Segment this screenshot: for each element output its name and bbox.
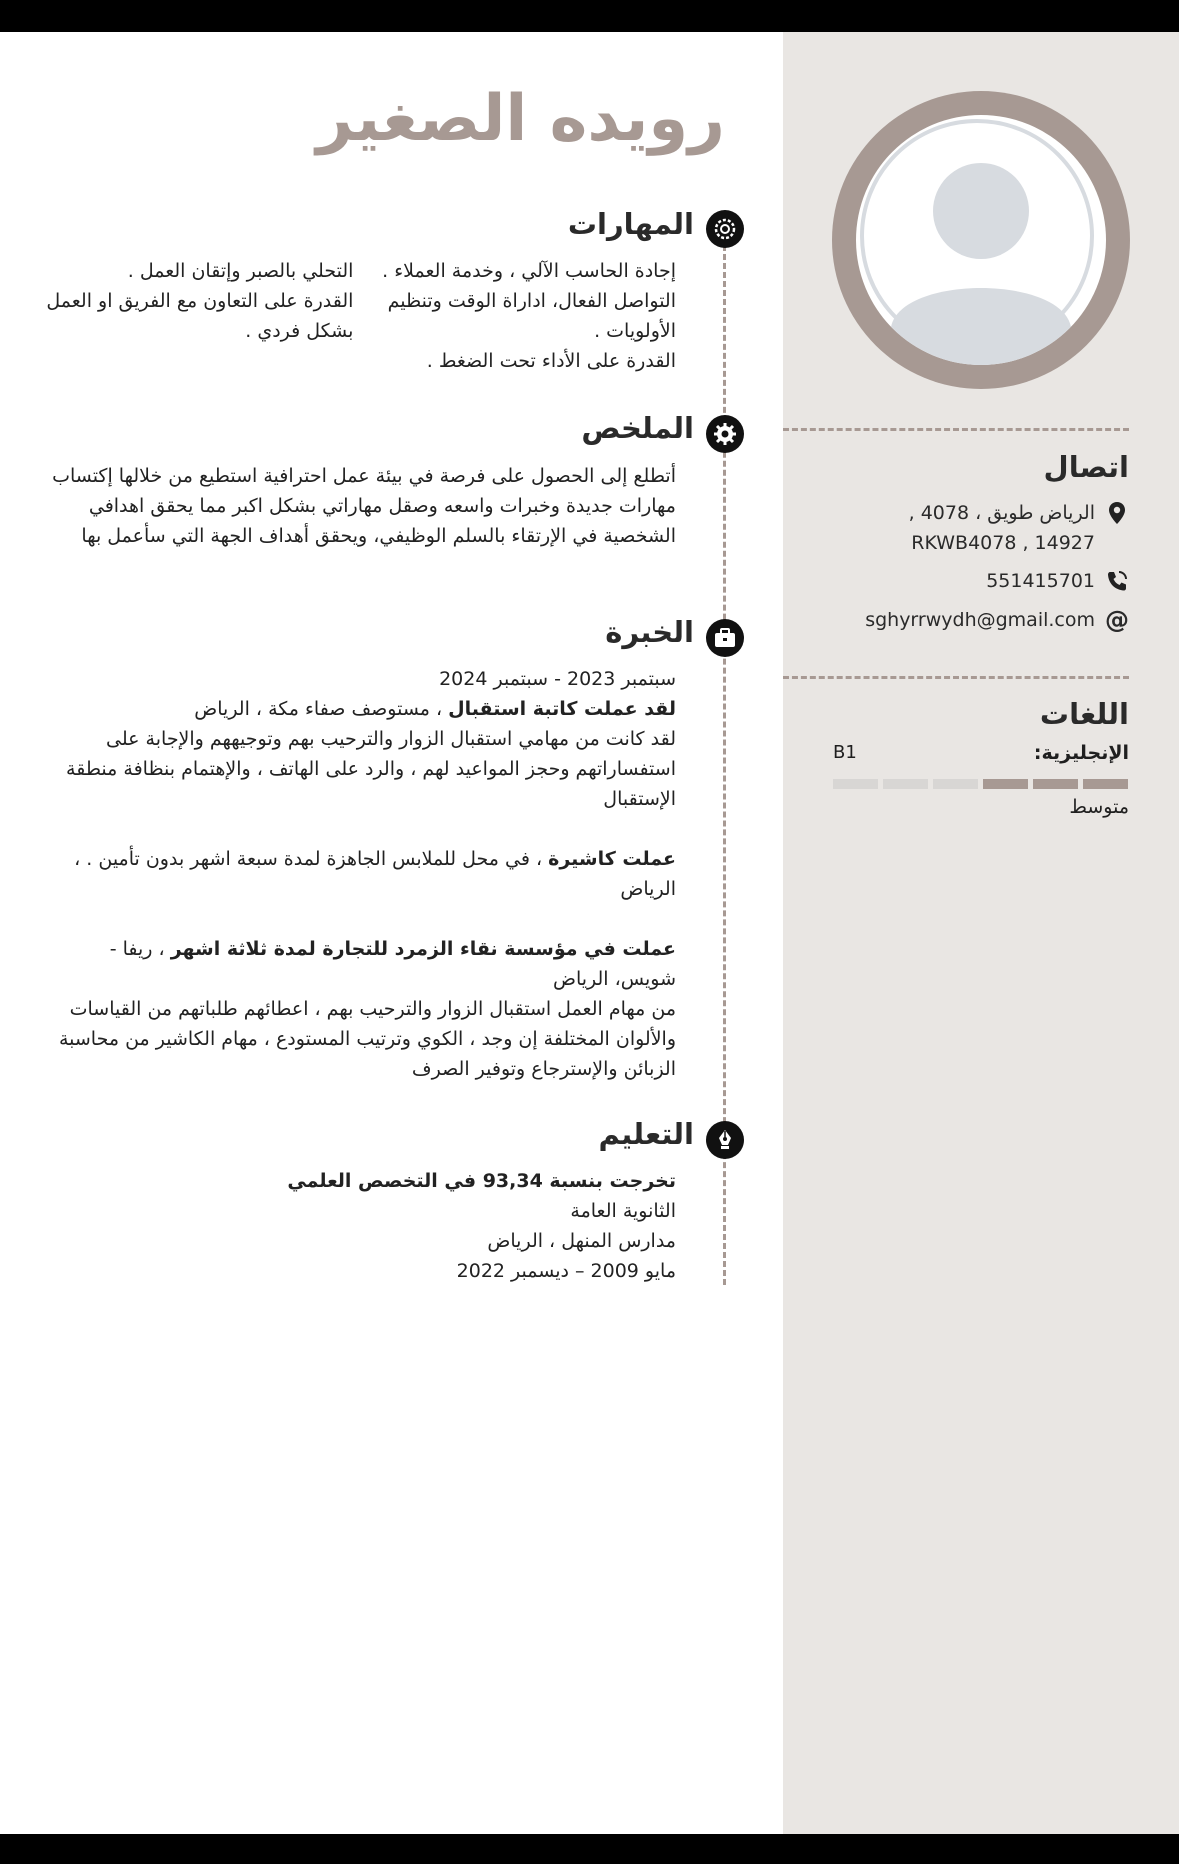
job-dates: سبتمبر 2023 - سبتمبر 2024 xyxy=(439,668,676,690)
job-place: ، في محل للملابس الجاهزة لمدة سبعة اشهر بدون تأمين . ، الرياض xyxy=(74,848,676,900)
person-name: رويده الصغير xyxy=(316,82,725,156)
education-degree-text: تخرجت بنسبة 93,34 في التخصص العلمي xyxy=(287,1170,676,1192)
skills-list xyxy=(46,256,676,376)
language-level-bars xyxy=(833,779,1128,789)
job-title: عملت في مؤسسة نقاء الزمرد للتجارة لمدة ثلاثة اشهر xyxy=(170,938,676,960)
job-place: ، مستوصف صفاء مكة ، الرياض xyxy=(194,698,449,720)
top-black-bar xyxy=(0,0,1179,32)
language-level-segment xyxy=(833,779,878,789)
contact-heading: اتصال xyxy=(1043,450,1129,484)
summary-heading: الملخص xyxy=(581,411,694,445)
sidebar-divider xyxy=(783,676,1129,679)
job-header xyxy=(46,694,676,724)
profile-photo xyxy=(832,91,1130,389)
language-level-code: B1 xyxy=(833,742,857,763)
education-school: مدارس المنهل ، الرياض xyxy=(487,1230,676,1252)
phone-text[interactable]: 551415701 xyxy=(986,570,1095,592)
job-place: ، ريفا - شويس، الرياض xyxy=(109,938,676,990)
language-name: الإنجليزية: xyxy=(1033,742,1129,764)
education-degree xyxy=(46,1166,676,1196)
job-description: لقد كانت من مهامي استقبال الزوار والترحيب بهم وتوجيههم والإجابة على استفساراتهم وحجز المواعيد لهم ، والرد على الهاتف ، والإهتمام بنظافة منطقة الإستقبال xyxy=(66,728,676,810)
sidebar-divider xyxy=(783,428,1129,431)
education-level: الثانوية العامة xyxy=(570,1200,676,1222)
skill-item: إجادة الحاسب الآلي ، وخدمة العملاء . xyxy=(382,260,676,282)
phone-icon xyxy=(1105,566,1129,596)
skill-item: التحلي بالصبر وإتقان العمل . xyxy=(127,260,354,282)
education-entry xyxy=(46,1166,676,1286)
languages-heading: اللغات xyxy=(1039,697,1129,731)
job-header xyxy=(46,844,676,904)
email-text[interactable]: sghyrrwydh@gmail.com xyxy=(865,609,1095,631)
job-description: من مهام العمل استقبال الزوار والترحيب بهم ، اعطائهم طلباتهم من القياسات والألوان المختلفة إن وجد ، الكوي وترتيب المستودع ، مهام الكاشير من محاسبة الزبائن والإسترجاع وتوفير الصرف xyxy=(58,998,676,1080)
summary-text xyxy=(46,461,676,551)
language-level-text: متوسط xyxy=(1069,796,1129,818)
bottom-black-bar xyxy=(0,1834,1179,1864)
address-text xyxy=(909,498,1095,558)
phone-row xyxy=(986,566,1129,596)
location-pin-icon xyxy=(1105,498,1129,528)
skill-item: التواصل الفعال، اداراة الوقت وتنظيم الأولويات . xyxy=(387,290,676,342)
language-level-segment xyxy=(983,779,1028,789)
experience-list xyxy=(46,664,676,1084)
education-heading: التعليم xyxy=(598,1117,694,1151)
address-line1: الرياض طويق ، 4078 , xyxy=(908,502,1095,524)
at-sign-icon: @ xyxy=(1105,606,1129,634)
summary-paragraph: أتطلع إلى الحصول على فرصة في بيئة عمل احترافية استطيع من خلالها إكتساب مهارات جديدة وخبرات واسعه وصقل مهاراتي بشكل اكبر مما يحقق اهدافي الشخصية في الإرتقاء بالسلم الوظيفي، ويحقق أهداف الجهة التي سأعمل بها xyxy=(52,465,676,547)
language-level-segment xyxy=(1033,779,1078,789)
language-level-segment xyxy=(1083,779,1128,789)
education-dates: مايو 2009 – ديسمبر 2022 xyxy=(456,1260,676,1282)
job-header xyxy=(46,934,676,994)
language-level-segment xyxy=(933,779,978,789)
gear-icon xyxy=(706,210,744,248)
language-level-segment xyxy=(883,779,928,789)
skill-item: القدرة على التعاون مع الفريق او العمل بشكل فردي . xyxy=(46,290,354,342)
address-row xyxy=(909,498,1129,558)
email-row xyxy=(865,605,1129,635)
address-line2: RKWB4078 , 14927 xyxy=(911,532,1095,554)
briefcase-icon xyxy=(706,619,744,657)
job-title: عملت كاشيرة xyxy=(548,848,676,870)
pen-nib-icon xyxy=(706,1121,744,1159)
cog-icon xyxy=(706,415,744,453)
job-title: لقد عملت كاتبة استقبال xyxy=(448,698,676,720)
experience-heading: الخبرة xyxy=(605,615,694,649)
skills-heading: المهارات xyxy=(567,207,694,241)
avatar-placeholder-icon xyxy=(856,115,1106,365)
skill-item: القدرة على الأداء تحت الضغط . xyxy=(426,350,676,372)
